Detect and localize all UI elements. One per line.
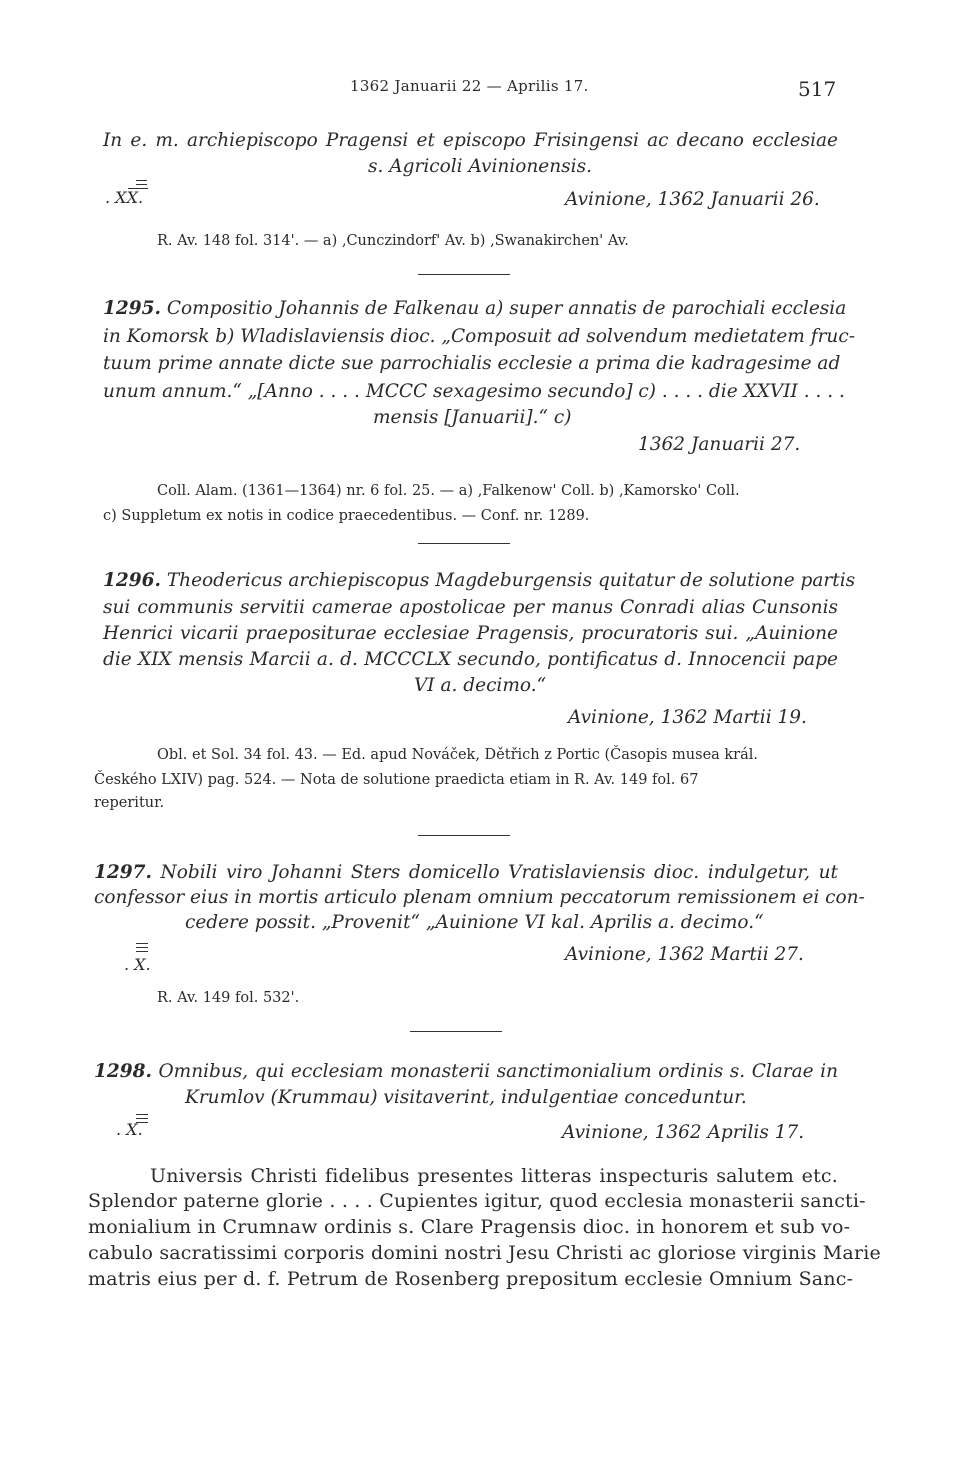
entry-line: VI a. decimo.“ xyxy=(413,675,547,696)
divider xyxy=(410,1031,502,1032)
source-note: Coll. Alam. (1361—1364) nr. 6 fol. 25. — a) ‚Falkenow' Coll. b) ‚Kamorsko' Coll. xyxy=(157,483,740,499)
entry-text: Omnibus, qui ecclesiam monasterii sanctimonialium ordinis s. Clarae in xyxy=(158,1061,838,1082)
entry-number: 1295. xyxy=(103,298,161,319)
sigil-overline xyxy=(136,943,148,944)
divider xyxy=(418,835,510,836)
sigil-overline xyxy=(136,947,148,948)
entry-text: Nobili viro Johanni Sters domicello Vratislaviensis dioc. indulgetur, ut xyxy=(160,862,838,883)
register-sigil: . X. xyxy=(116,1120,143,1139)
entry-line xyxy=(103,298,847,319)
sigil-overline xyxy=(136,1118,148,1119)
entry-line: sui communis servitii camerae apostolicae per manus Conradi alias Cunsonis xyxy=(103,597,838,618)
source-note: Českého LXIV) pag. 524. — Nota de solutione praedicta etiam in R. Av. 149 fol. 67 xyxy=(94,772,699,788)
sigil-overline xyxy=(136,951,148,952)
entry-line xyxy=(103,570,856,591)
sigil-overline xyxy=(136,180,147,181)
body-line: Universis Christi fidelibus presentes litteras inspecturis salutem etc. xyxy=(150,1165,838,1187)
source-note: reperitur. xyxy=(94,795,165,811)
entry-line: mensis [Januarii].“ c) xyxy=(373,407,572,428)
entry-date: Avinione, 1362 Martii 27. xyxy=(565,944,804,965)
entry-number: 1296. xyxy=(103,570,161,591)
entry-line xyxy=(94,862,838,883)
register-sigil: . XX. xyxy=(105,188,144,207)
source-note: R. Av. 149 fol. 532'. xyxy=(157,990,300,1006)
entry-title-line: In e. m. archiepiscopo Pragensi et episcopo Frisingensi ac decano ecclesiae xyxy=(103,130,838,151)
entry-date: Avinione, 1362 Aprilis 17. xyxy=(562,1122,805,1143)
entry-text: Theodericus archiepiscopus Magdeburgensis quitatur de solutione partis xyxy=(166,570,856,591)
body-line: monialium in Crumnaw ordinis s. Clare Pragensis dioc. in honorem et sub vo- xyxy=(88,1216,851,1238)
source-note: Obl. et Sol. 34 fol. 43. — Ed. apud Nováček, Dětřich z Portic (Časopis musea král. xyxy=(157,747,759,763)
divider xyxy=(418,543,510,544)
entry-date: 1362 Januarii 27. xyxy=(638,434,801,455)
entry-line: Krumlov (Krummau) visitaverint, indulgentiae conceduntur. xyxy=(185,1087,747,1108)
entry-line: die XIX mensis Marcii a. d. MCCCLX secundo, pontificatus d. Innocencii pape xyxy=(103,649,838,670)
entry-number: 1298. xyxy=(94,1061,152,1082)
sigil-overline xyxy=(136,184,147,185)
entry-date: Avinione, 1362 Januarii 26. xyxy=(565,189,820,210)
source-note: R. Av. 148 fol. 314'. — a) ‚Cunczindorf' Av. b) ‚Swanakirchen' Av. xyxy=(157,233,629,249)
body-line: Splendor paterne glorie . . . . Cupientes igitur, quod ecclesia monasterii sancti- xyxy=(88,1190,866,1212)
body-line: matris eius per d. f. Petrum de Rosenberg prepositum ecclesie Omnium Sanc- xyxy=(88,1268,854,1290)
entry-text: Compositio Johannis de Falkenau a) super annatis de parochiali ecclesia xyxy=(166,298,847,319)
entry-date: Avinione, 1362 Martii 19. xyxy=(568,707,807,728)
entry-line: cedere possit. „Provenit“ „Auinione VI kal. Aprilis a. decimo.“ xyxy=(185,912,764,933)
divider xyxy=(418,274,510,275)
entry-line: confessor eius in mortis articulo plenam omnium peccatorum remissionem ei con- xyxy=(94,887,865,908)
entry-line: in Komorsk b) Wladislaviensis dioc. „Composuit ad solvendum medietatem fruc- xyxy=(103,326,855,347)
register-sigil: . X. xyxy=(124,955,151,974)
running-title: 1362 Januarii 22 — Aprilis 17. xyxy=(350,77,589,95)
source-note: c) Suppletum ex notis in codice praecedentibus. — Conf. nr. 1289. xyxy=(103,508,590,524)
entry-line: tuum prime annate dicte sue parrochialis ecclesie a prima die kadragesime ad xyxy=(103,353,841,374)
body-line: cabulo sacratissimi corporis domini nostri Jesu Christi ac gloriose virginis Marie xyxy=(88,1242,881,1264)
entry-line: unum annum.“ „[Anno . . . . MCCC sexagesimo secundo] c) . . . . die XXVII . . . . xyxy=(103,381,845,402)
entry-line: Henrici vicarii praepositurae ecclesiae Pragensis, procuratoris sui. „Auinione xyxy=(103,623,838,644)
entry-number: 1297. xyxy=(94,862,152,883)
entry-title-line: s. Agricoli Avinionensis. xyxy=(368,156,592,177)
sigil-overline xyxy=(136,1114,148,1115)
entry-line xyxy=(94,1061,838,1082)
page-number: 517 xyxy=(798,77,837,101)
